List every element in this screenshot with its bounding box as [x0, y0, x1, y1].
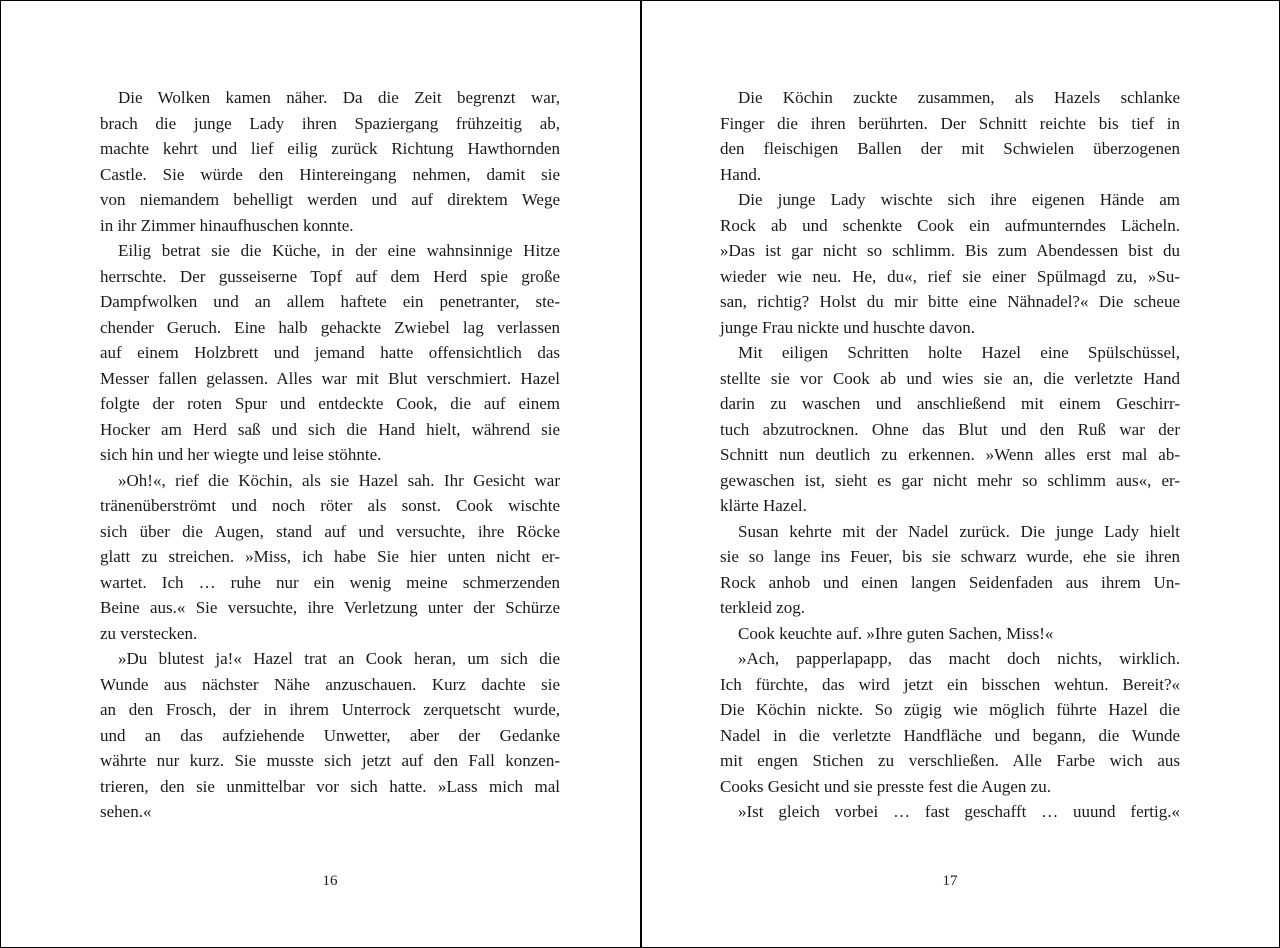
text-line: den fleischigen Ballen der mit Schwielen überzogenen: [720, 139, 1180, 158]
text-line: Cook keuchte auf. »Ihre guten Sachen, Miss!«: [738, 623, 1054, 643]
text-line: trieren, den sie unmittelbar vor sich hatte. »Lass mich mal: [100, 776, 560, 796]
text-line: Messer fallen gelassen. Alles war mit Blut verschmiert. Hazel: [100, 368, 560, 388]
paragraph: [720, 621, 1180, 647]
paragraph: [720, 799, 1180, 825]
text-line: Die Köchin nickte. So zügig wie möglich führte Hazel die: [720, 700, 1180, 719]
text-line: wieder wie neu. He, du«, rief sie einer Spülmagd zu, »Su-: [720, 266, 1180, 286]
text-line: Rock ab und schenkte Cook ein aufmunterndes Lächeln.: [720, 215, 1180, 235]
paragraph: [100, 468, 560, 647]
text-line: Ich fürchte, das wird jetzt ein bisschen wehtun. Bereit?«: [720, 674, 1180, 694]
text-line: gewaschen ist, sieht es gar nicht mehr so schlimm aus«, er-: [720, 470, 1180, 490]
text-line: Die junge Lady wischte sich ihre eigenen Hände am: [738, 190, 1180, 209]
text-line: Die Köchin zuckte zusammen, als Hazels schlanke: [738, 88, 1180, 107]
text-line: sich hin und her wiegte und leise stöhnte.: [100, 445, 382, 464]
text-line: zu verstecken.: [100, 623, 198, 643]
text-line: »Ach, papperlapapp, das macht doch nichts, wirklich.: [738, 649, 1180, 668]
text-line: und an das aufziehende Unwetter, aber der Gedanke: [100, 725, 560, 745]
text-line: sie so lange ins Feuer, bis sie schwarz wurde, ehe sie ihren: [720, 547, 1180, 566]
left-page-text: [100, 85, 560, 825]
text-line: brach die junge Lady ihren Spaziergang frühzeitig ab,: [100, 113, 560, 133]
right-page-text: [720, 85, 1180, 825]
text-line: Hand.: [720, 164, 762, 184]
text-line: auf einem Holzbrett und jemand hatte offensichtlich das: [100, 343, 560, 362]
text-line: Schnitt nun deutlich zu erkennen. »Wenn alles erst mal ab-: [720, 445, 1180, 464]
paragraph: [720, 187, 1180, 340]
text-line: machte kehrt und lief eilig zurück Richtung Hawthornden: [100, 139, 560, 158]
text-line: Cooks Gesicht und sie presste fest die Augen zu.: [720, 776, 1051, 796]
text-line: währte nur kurz. Sie musste sich jetzt auf den Fall konzen-: [100, 751, 560, 770]
text-line: chender Geruch. Eine halb gehackte Zwiebel lag verlassen: [100, 317, 560, 337]
paragraph: [720, 85, 1180, 187]
text-line: Dampfwolken und an allem haftete ein penetranter, ste-: [100, 292, 560, 311]
text-line: san, richtig? Holst du mir bitte eine Nähnadel?« Die scheue: [720, 292, 1180, 311]
text-line: junge Frau nickte und huschte davon.: [720, 317, 975, 337]
text-line: Castle. Sie würde den Hintereingang nehmen, damit sie: [100, 164, 560, 184]
text-line: Beine aus.« Sie versuchte, ihre Verletzung unter der Schürze: [100, 598, 560, 617]
text-line: herrschte. Der gusseiserne Topf auf dem Herd spie große: [100, 266, 560, 286]
paragraph: [720, 519, 1180, 621]
text-line: Nadel in die verletzte Handfläche und begann, die Wunde: [720, 725, 1180, 745]
text-line: glatt zu streichen. »Miss, ich habe Sie hier unten nicht er-: [100, 547, 560, 566]
left-page-number: 16: [322, 873, 338, 889]
text-line: an den Frosch, der in ihrem Unterrock zerquetscht wurde,: [100, 700, 560, 719]
text-line: klärte Hazel.: [720, 496, 807, 515]
paragraph: [100, 646, 560, 825]
text-line: von niemandem behelligt werden und auf direktem Wege: [100, 190, 560, 209]
text-line: terkleid zog.: [720, 598, 805, 617]
book-spine-divider: [640, 0, 642, 948]
text-line: mit engen Stichen zu verschließen. Alle Farbe wich aus: [720, 751, 1180, 770]
paragraph: [100, 85, 560, 238]
text-line: Eilig betrat sie die Küche, in der eine wahnsinnige Hitze: [118, 241, 560, 260]
text-line: Susan kehrte mit der Nadel zurück. Die junge Lady hielt: [738, 521, 1180, 541]
text-line: wartet. Ich … ruhe nur ein wenig meine schmerzenden: [100, 572, 560, 592]
text-line: Wunde aus nächster Nähe anzuschauen. Kurz dachte sie: [100, 674, 560, 694]
text-line: »Oh!«, rief die Köchin, als sie Hazel sah. Ihr Gesicht war: [118, 470, 560, 490]
text-line: »Du blutest ja!« Hazel trat an Cook heran, um sich die: [118, 649, 560, 668]
text-line: folgte der roten Spur und entdeckte Cook, die auf einem: [100, 394, 560, 413]
text-line: tuch abzutrocknen. Ohne das Blut und den Ruß war der: [720, 419, 1180, 439]
text-line: darin zu waschen und anschließend mit einem Geschirr-: [720, 394, 1180, 413]
text-line: Rock anhob und einen langen Seidenfaden aus ihrem Un-: [720, 572, 1180, 592]
text-line: »Das ist gar nicht so schlimm. Bis zum Abendessen bist du: [720, 241, 1180, 260]
text-line: Mit eiligen Schritten holte Hazel eine Spülschüssel,: [738, 343, 1180, 362]
paragraph: [100, 238, 560, 468]
text-line: stellte sie vor Cook ab und wies sie an, die verletzte Hand: [720, 368, 1180, 388]
text-line: tränenüberströmt und noch röter als sonst. Cook wischte: [100, 496, 560, 515]
text-line: sich über die Augen, stand auf und versuchte, ihre Röcke: [100, 521, 560, 541]
text-line: Finger die ihren berührten. Der Schnitt reichte bis tief in: [720, 113, 1180, 133]
text-line: in ihr Zimmer hinaufhuschen konnte.: [100, 215, 354, 235]
text-line: Die Wolken kamen näher. Da die Zeit begrenzt war,: [118, 88, 560, 107]
text-line: Hocker am Herd saß und sich die Hand hielt, während sie: [100, 419, 560, 439]
paragraph: [720, 646, 1180, 799]
text-line: »Ist gleich vorbei … fast geschafft … uuund fertig.«: [738, 802, 1180, 821]
text-line: sehen.«: [100, 802, 152, 821]
paragraph: [720, 340, 1180, 519]
right-page-number: 17: [942, 873, 958, 889]
